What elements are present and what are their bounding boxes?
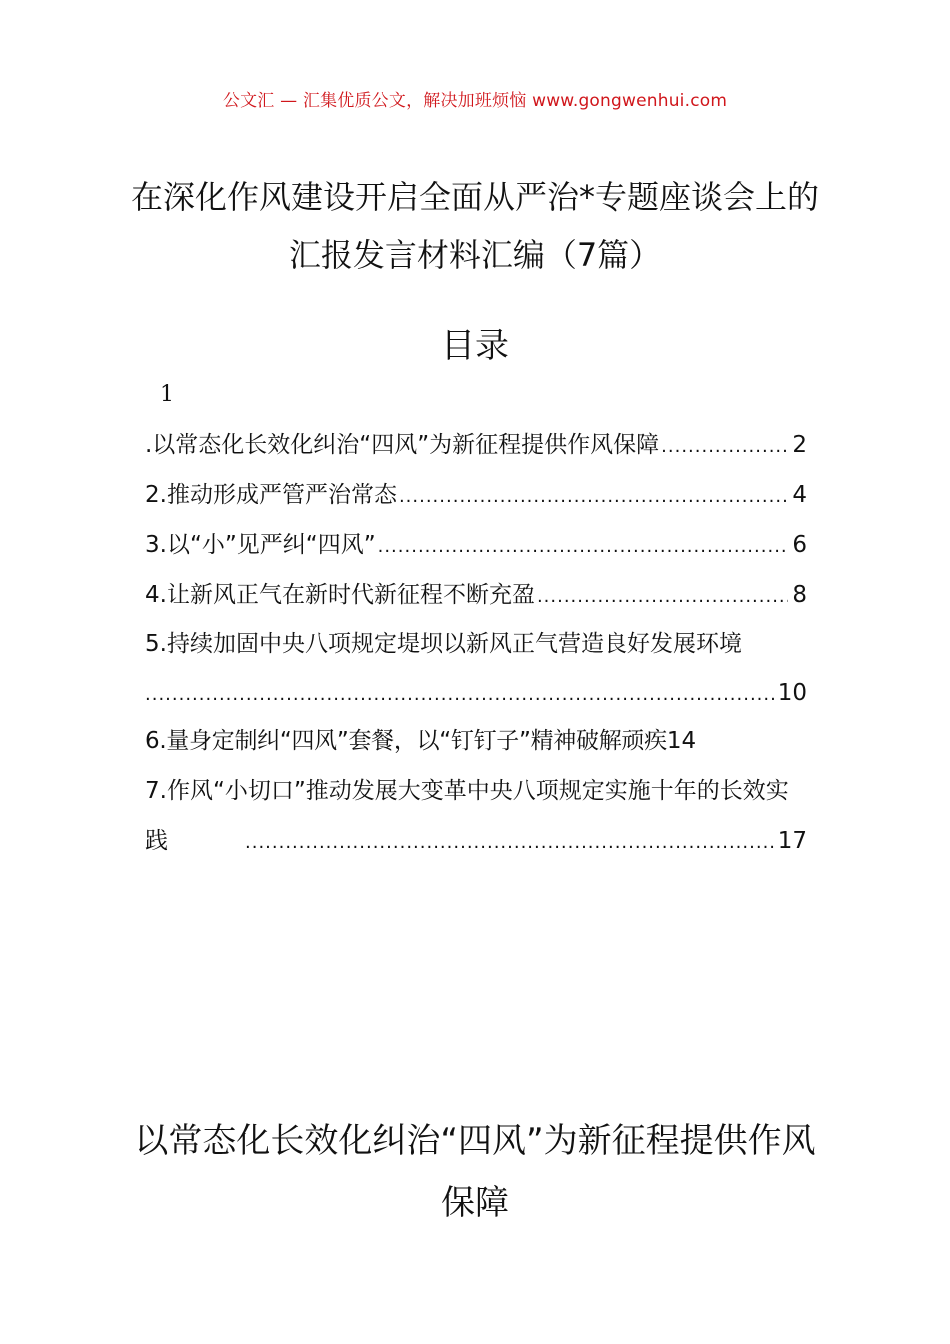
toc-leader-dots <box>145 670 774 720</box>
toc-entry-label: 4.让新风正气在新时代新征程不断充盈 <box>145 582 535 608</box>
toc-heading: 目录 <box>441 326 509 366</box>
header-banner: 公文汇 — 汇集优质公文，解决加班烦恼 www.gongwenhui.com <box>222 91 728 111</box>
toc-leader-dots <box>537 572 788 622</box>
toc-entry-page: 10 <box>777 680 807 706</box>
toc-entry-label: 6.量身定制纠“四风”套餐，以“钉钉子”精神破解顽疾 <box>145 728 667 754</box>
toc-entry-page: 14 <box>666 728 697 754</box>
toc-entry-2[interactable] <box>145 470 807 520</box>
toc-leader-dots <box>378 522 789 572</box>
toc-entry-label: .以常态化长效化纠治“四风”为新征程提供作风保障 <box>145 432 660 458</box>
toc-entry-7[interactable] <box>145 766 807 866</box>
toc-list <box>145 420 807 866</box>
toc-entry-3[interactable] <box>145 520 807 570</box>
toc-entry-label: 3.以“小”见严纠“四风” <box>145 532 376 558</box>
toc-leader-dots <box>399 472 788 522</box>
toc-leader-dots <box>245 818 774 868</box>
section-title: 以常态化长效化纠治“四风”为新征程提供作风保障 <box>134 1121 816 1223</box>
toc-stray-number: 1 <box>160 382 174 407</box>
toc-entry-page: 4 <box>792 482 807 508</box>
toc-entry-4[interactable] <box>145 570 807 620</box>
toc-leader-dots <box>661 422 788 472</box>
toc-entry-5-leader <box>145 668 807 716</box>
toc-entry-page: 8 <box>792 582 807 608</box>
toc-entry-page: 6 <box>792 532 807 558</box>
toc-entry-label: 7.作风“小切口”推动发展大变革中央八项规定实施十年的长效实践 <box>145 778 789 854</box>
toc-entry-5[interactable] <box>145 620 807 716</box>
toc-entry-page: 17 <box>777 828 807 854</box>
toc-entry-page: 2 <box>792 432 807 458</box>
toc-entry-label: 2.推动形成严管严治常态 <box>145 482 397 508</box>
toc-entry-label: 5.持续加固中央八项规定堤坝以新风正气营造良好发展环境 <box>145 631 742 657</box>
toc-entry-7-leader <box>145 816 807 866</box>
document-title: 在深化作风建设开启全面从严治*专题座谈会上的汇报发言材料汇编（7篇） <box>130 178 819 274</box>
toc-entry-1[interactable] <box>145 420 807 470</box>
toc-entry-6[interactable] <box>145 716 807 766</box>
